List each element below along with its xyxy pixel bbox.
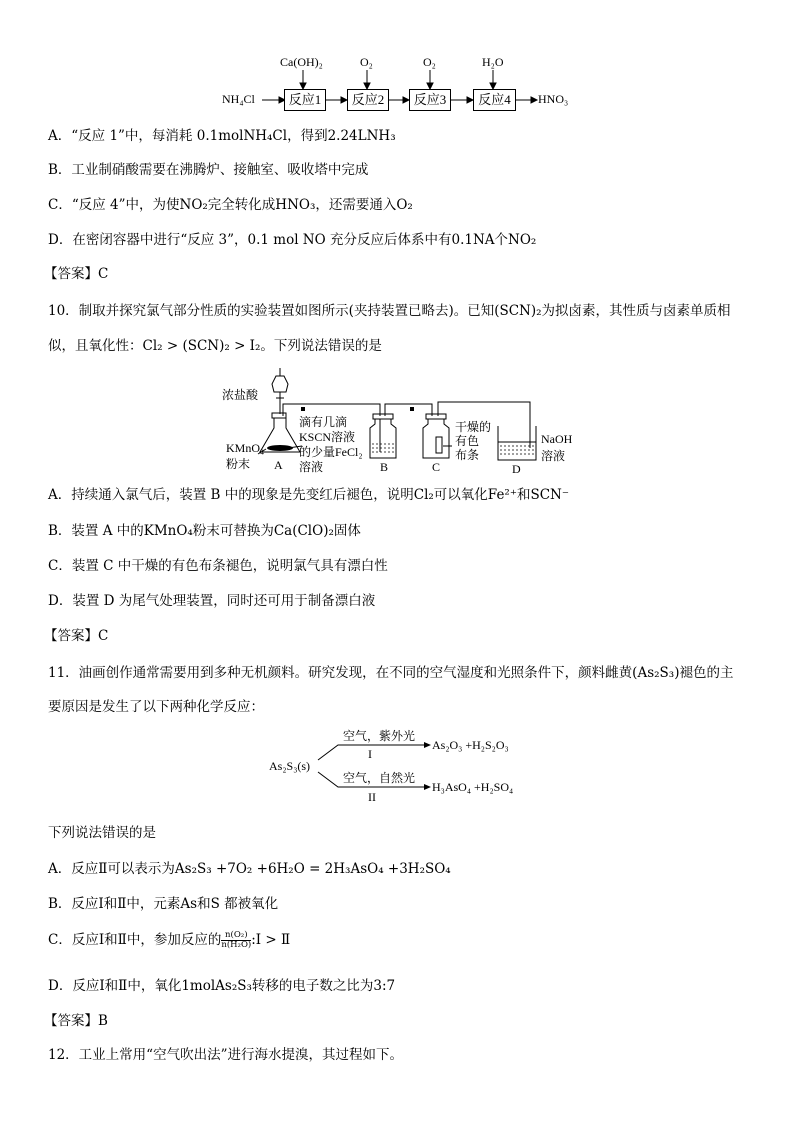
flow-input-1: Ca(OH)₂ xyxy=(280,55,323,69)
condition-1: 空气，紫外光 xyxy=(343,729,416,743)
q11-stem-line2: 要原因是发生了以下两种化学反应： xyxy=(48,699,264,715)
q11-option-c-prefix: C．反应Ⅰ和Ⅱ中，参加反应的 xyxy=(48,932,222,948)
label-c: C xyxy=(432,460,441,474)
flow-input-2: O₂ xyxy=(360,55,373,69)
label-b-solution-2: KSCN溶液 xyxy=(299,430,356,444)
label-a: A xyxy=(274,458,283,472)
q11-option-d: D．反应Ⅰ和Ⅱ中，氧化1molAs₂S₃转移的电子数之比为3:7 xyxy=(48,978,396,994)
q9-option-d: D．在密闭容器中进行“反应 3”，0.1 mol NO 充分反应后体系中有0.1NA个NO₂ xyxy=(48,232,537,248)
q10-option-d: D．装置 D 为尾气处理装置，同时还可用于制备漂白液 xyxy=(48,593,376,609)
q11-option-c xyxy=(48,931,290,950)
ratio-fraction xyxy=(221,931,251,950)
label-b-solution-3: 的少量FeCl₂ xyxy=(299,445,363,459)
q10-option-a: A．持续通入氯气后，装置 B 中的现象是先变红后褪色，说明Cl₂可以氧化Fe²⁺和SCN⁻ xyxy=(48,487,569,503)
q9-option-b: B．工业制硝酸需要在沸腾炉、接触室、吸收塔中完成 xyxy=(48,162,369,178)
label-b-solution-4: 溶液 xyxy=(299,460,324,474)
flow-step-3: 反应3 xyxy=(409,89,451,111)
reaction-label-2: II xyxy=(368,790,376,804)
flow-input-3: O₂ xyxy=(423,55,436,69)
q10-option-c: C．装置 C 中干燥的有色布条褪色，说明氯气具有漂白性 xyxy=(48,558,388,574)
q9-answer: 【答案】C xyxy=(44,266,109,282)
fraction-denominator: n(H₂O) xyxy=(221,940,252,950)
label-dry-cloth-2: 有色 xyxy=(455,434,480,448)
flow-step-4: 反应4 xyxy=(473,89,516,111)
q10-stem-line2: 似，且氧化性：Cl₂ > (SCN)₂ > I₂。下列说法错误的是 xyxy=(48,338,382,354)
q10-option-b: B．装置 A 中的KMnO₄粉末可替换为Ca(ClO)₂固体 xyxy=(48,523,361,539)
flow-step-1: 反应1 xyxy=(284,89,326,111)
label-naoh-solution: 溶液 xyxy=(541,449,566,463)
label-kmno4: KMnO₄ xyxy=(226,441,265,455)
product-1: As₂O₃ +H₂S₂O₃ xyxy=(432,738,509,752)
q11-prompt: 下列说法错误的是 xyxy=(48,825,156,841)
q9-option-a: A．“反应 1”中，每消耗 0.1molNH₄Cl，得到2.24LNH₃ xyxy=(48,128,396,144)
q9-option-c: C．“反应 4”中，为使NO₂完全转化成HNO₃，还需要通入O₂ xyxy=(48,197,413,213)
reactant: As₂S₃(s) xyxy=(269,759,311,773)
label-dry-cloth-1: 干燥的 xyxy=(455,420,492,434)
label-b-solution-1: 滴有几滴 xyxy=(299,415,348,429)
reaction-label-1: I xyxy=(368,747,372,761)
fraction-numerator: n(O₂) xyxy=(221,931,251,941)
label-dry-cloth-3: 布条 xyxy=(455,448,480,462)
condition-2: 空气，自然光 xyxy=(343,771,416,785)
q11-option-c-suffix: :Ⅰ > Ⅱ xyxy=(251,932,291,948)
label-powder: 粉末 xyxy=(226,457,251,471)
flow-step-2: 反应2 xyxy=(347,89,389,111)
flow-input-4: H₂O xyxy=(482,55,504,69)
label-naoh: NaOH xyxy=(541,432,573,446)
label-b: B xyxy=(380,460,389,474)
flow-start: NH₄Cl xyxy=(222,92,255,106)
q11-option-a: A．反应Ⅱ可以表示为As₂S₃ +7O₂ +6H₂O = 2H₃AsO₄ +3H₂SO₄ xyxy=(48,861,451,877)
label-conc-hcl: 浓盐酸 xyxy=(222,388,259,402)
q11-option-b: B．反应Ⅰ和Ⅱ中，元素As和S 都被氧化 xyxy=(48,896,279,912)
q10-stem-line1: 10．制取并探究氯气部分性质的实验装置如图所示(夹持装置已略去)。已知(SCN)₂为拟卤素，其性质与卤素单质相 xyxy=(48,303,731,319)
q10-answer: 【答案】C xyxy=(44,628,109,644)
label-d: D xyxy=(512,462,521,476)
product-2: H₃AsO₄ +H₂SO₄ xyxy=(432,780,514,794)
flow-end: HNO₃ xyxy=(538,92,569,106)
q11-stem-line1: 11．油画创作通常需要用到多种无机颜料。研究发现，在不同的空气湿度和光照条件下，颜料雌黄(As₂S₃)褪色的主 xyxy=(48,665,734,681)
q12-stem: 12．工业上常用“空气吹出法”进行海水提溴，其过程如下。 xyxy=(48,1047,403,1063)
q11-answer: 【答案】B xyxy=(44,1013,108,1029)
